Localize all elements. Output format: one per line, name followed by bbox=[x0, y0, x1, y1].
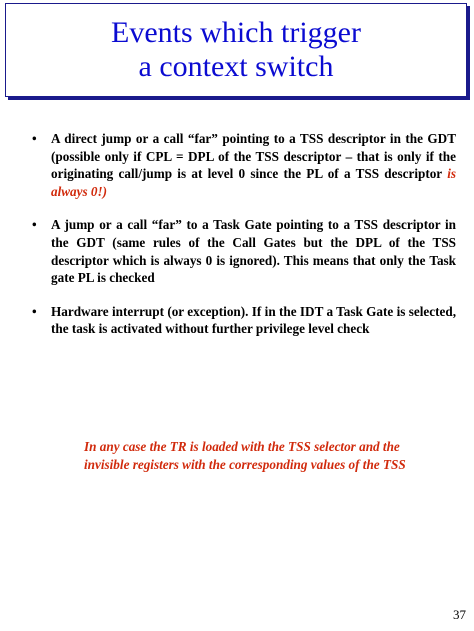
bullet-marker: • bbox=[32, 131, 37, 146]
bullet-emphasis: is always 0!) bbox=[51, 166, 456, 199]
slide-title bbox=[5, 3, 467, 97]
bullet-marker: • bbox=[32, 217, 37, 233]
bullet-text: Hardware interrupt (or exception). If in the IDT a Task Gate is selected, the task is activated without further privilege level check bbox=[51, 303, 456, 337]
bullet-list bbox=[30, 130, 456, 354]
slide-title-line-1: Events which trigger bbox=[111, 16, 361, 49]
bullet-item bbox=[30, 130, 456, 200]
page-number: 37 bbox=[453, 607, 466, 622]
bullet-text: A direct jump or a call “far” pointing to a TSS descriptor in the GDT (possible only if CPL = DPL of the TSS descriptor – that is only if the originating call/jump is at level 0 since the PL of a TSS descriptor bbox=[51, 131, 456, 182]
slide-title-line-2: a context switch bbox=[138, 50, 334, 83]
summary-note: In any case the TR is loaded with the TSS selector and the invisible registers with the corresponding values of the TSS bbox=[84, 439, 406, 472]
bullet-marker: • bbox=[32, 303, 37, 319]
bullet-item bbox=[30, 216, 456, 286]
bullet-text: A jump or a call “far” to a Task Gate pointing to a TSS descriptor in the GDT (same rules of the Call Gates but the DPL of the TSS descriptor which is always 0 is ignored). This means that only the Task gate PL is checked bbox=[51, 217, 456, 286]
bullet-item bbox=[30, 303, 456, 338]
